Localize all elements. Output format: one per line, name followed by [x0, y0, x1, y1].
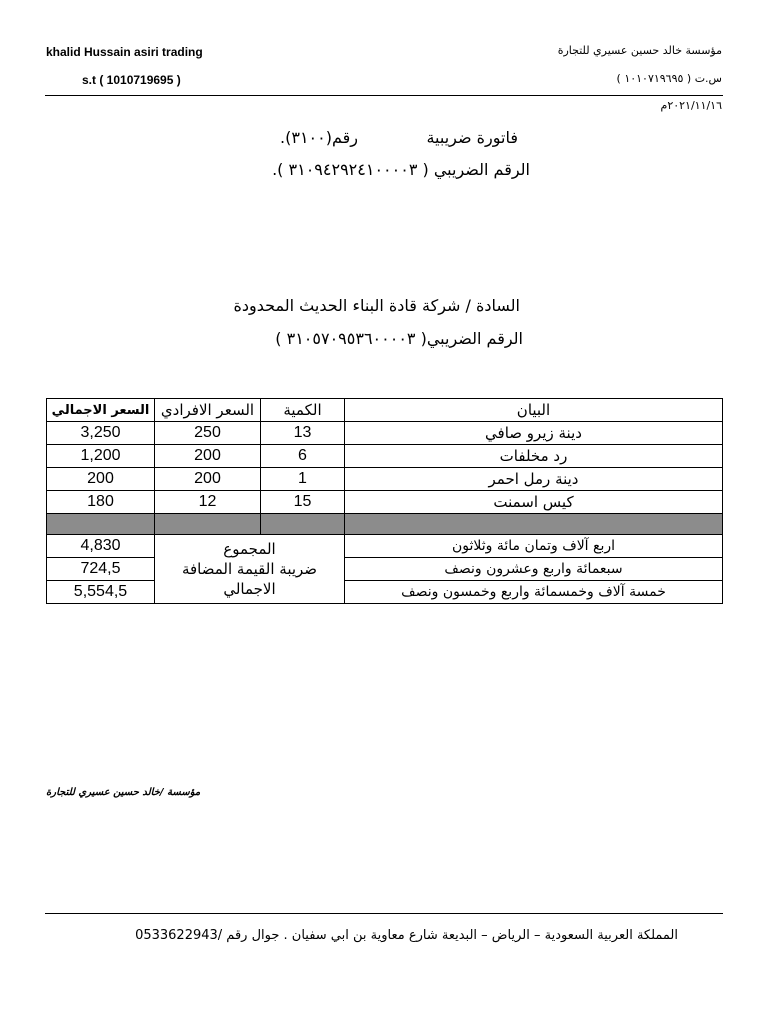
footer-divider [45, 913, 723, 914]
row-total: 1,200 [47, 445, 155, 468]
signature-line: مؤسسة /خالد حسين عسيري للتجارة [46, 787, 201, 798]
table-row [47, 445, 723, 468]
invoice-title: فاتورة ضريبية [426, 128, 518, 147]
company-name-en: khalid Hussain asiri trading [46, 45, 203, 59]
row-total: 3,250 [47, 422, 155, 445]
row-total: 200 [47, 468, 155, 491]
grand-total-value: 5,554,5 [47, 581, 155, 604]
row-quantity: 15 [261, 491, 345, 514]
header-unit-price: السعر الافرادي [155, 399, 261, 422]
header-description: البيان [345, 399, 723, 422]
table-header-row [47, 399, 723, 422]
grand-total-label: الاجمالي [223, 580, 276, 598]
invoice-number: رقم(٣١٠٠). [280, 128, 358, 147]
subtotal-label: المجموع [223, 540, 276, 558]
invoice-date: ٢٠٢١/١١/١٦م [660, 99, 722, 112]
summary-labels [155, 535, 345, 604]
vat-value: 724,5 [47, 558, 155, 581]
customer-name: السادة / شركة قادة البناء الحديث المحدودة [233, 296, 520, 315]
subtotal-value: 4,830 [47, 535, 155, 558]
separator-row [47, 514, 723, 535]
commercial-registration-ar: س.ت ( ١٠١٠٧١٩٦٩٥ ) [616, 72, 722, 85]
row-description: دينة رمل احمر [345, 468, 723, 491]
seller-vat-number: الرقم الضريبي ( ٣١٠٩٤٢٩٢٤١٠٠٠٠٣ ). [272, 160, 530, 179]
table-row [47, 468, 723, 491]
summary-row-grand-total [47, 581, 723, 604]
footer-address: المملكة العربية السعودية – الرياض – البديعة شارع معاوية بن ابي سفيان . جوال رقم /0533622943 [135, 928, 678, 943]
grand-total-in-words: خمسة آلاف وخمسمائة واربع وخمسون ونصف [345, 581, 723, 604]
row-quantity: 13 [261, 422, 345, 445]
header-divider [45, 95, 723, 96]
invoice-table [46, 398, 723, 604]
header-quantity: الكمية [261, 399, 345, 422]
table-row [47, 422, 723, 445]
table-row [47, 491, 723, 514]
customer-vat-number: الرقم الضريبي( ٣١٠٥٧٠٩٥٣٦٠٠٠٠٣ ) [275, 329, 523, 348]
row-unit-price: 250 [155, 422, 261, 445]
company-name-ar: مؤسسة خالد حسين عسيري للتجارة [557, 44, 722, 57]
vat-in-words: سبعمائة واربع وعشرون ونصف [345, 558, 723, 581]
row-description: رد مخلفات [345, 445, 723, 468]
row-unit-price: 200 [155, 445, 261, 468]
row-unit-price: 12 [155, 491, 261, 514]
vat-label: ضريبة القيمة المضافة [181, 560, 318, 578]
row-description: كيس اسمنت [345, 491, 723, 514]
row-description: دينة زيرو صافي [345, 422, 723, 445]
summary-row-vat [47, 558, 723, 581]
row-total: 180 [47, 491, 155, 514]
row-quantity: 1 [261, 468, 345, 491]
subtotal-in-words: اربع آلاف وتمان مائة وثلاثون [345, 535, 723, 558]
commercial-registration-en: s.t ( 1010719695 ) [82, 73, 181, 87]
row-quantity: 6 [261, 445, 345, 468]
header-total-price: السعر الاجمالي [47, 399, 155, 422]
row-unit-price: 200 [155, 468, 261, 491]
summary-row-subtotal [47, 535, 723, 558]
